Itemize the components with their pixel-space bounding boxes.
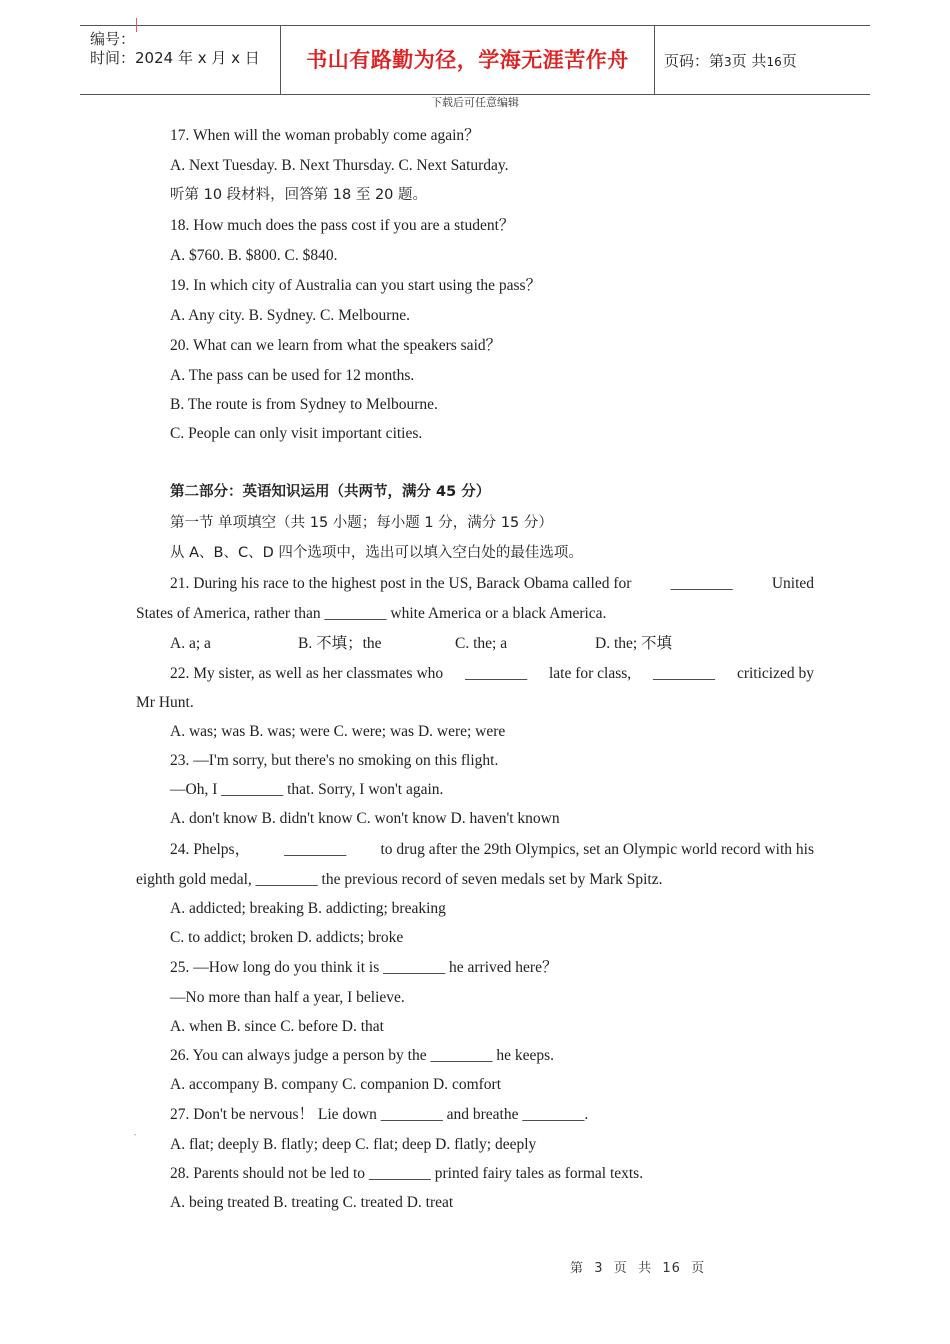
- question-26: 26. You can always judge a person by the ________ he keeps.: [170, 1047, 554, 1064]
- question-21-option-d: D. the; 不填: [595, 635, 673, 652]
- question-23-options: A. don't know B. didn't know C. won't know D. haven't known: [170, 810, 560, 827]
- number-label: 编号：: [90, 30, 136, 48]
- page-header: [80, 25, 870, 95]
- question-26-options: A. accompany B. company C. companion D. comfort: [170, 1076, 502, 1093]
- question-24-line-2: eighth gold medal, ________ the previous record of seven medals set by Mark Spitz.: [136, 871, 663, 888]
- question-18: 18. How much does the pass cost if you are a student？: [170, 217, 515, 234]
- question-28: 28. Parents should not be led to ________ printed fairy tales as formal texts.: [170, 1165, 644, 1182]
- question-22-line-2: Mr Hunt.: [136, 694, 194, 711]
- question-21-text-end: United: [771, 575, 814, 592]
- question-19: 19. In which city of Australia can you start using the pass？: [170, 277, 542, 294]
- question-25: 25. —How long do you think it is ________ he arrived here？: [170, 959, 558, 976]
- header-meta: [80, 26, 280, 94]
- header-motto: 书山有路勤为径，学海无涯苦作舟: [306, 48, 629, 72]
- header-divider: [654, 26, 655, 94]
- question-20-option-c: C. People can only visit important cities.: [170, 425, 423, 442]
- question-25-response: —No more than half a year, I believe.: [170, 989, 405, 1006]
- margin-mark: •: [134, 1133, 137, 1139]
- answer-blank: ________: [284, 841, 347, 858]
- cursor-mark: [136, 18, 137, 32]
- question-24-options-2: C. to addict; broken D. addicts; broke: [170, 929, 404, 946]
- page-prefix: 页码：第: [664, 52, 725, 70]
- header-page-info: [664, 50, 797, 71]
- question-24-line-1: [170, 841, 814, 859]
- page-total: 16: [766, 55, 782, 69]
- section-1-heading: 第一节 单项填空（共 15 小题；每小题 1 分，满分 15 分）: [170, 515, 553, 531]
- answer-blank: ________: [653, 665, 716, 682]
- question-20-option-b: B. The route is from Sydney to Melbourne.: [170, 396, 438, 413]
- question-21-line-2: States of America, rather than ________ white America or a black America.: [136, 605, 607, 622]
- page-suffix: 页: [781, 52, 797, 70]
- question-21-line-1: [170, 575, 814, 593]
- question-22-text-mid: late for class,: [548, 665, 632, 682]
- part-2-heading: 第二部分：英语知识运用（共两节，满分 45 分）: [170, 484, 491, 500]
- question-22-options: A. was; was B. was; were C. were; was D. were; were: [170, 723, 506, 740]
- section-10-instruction: 听第 10 段材料，回答第 18 至 20 题。: [170, 187, 428, 203]
- section-instruction: 从 A、B、C、D 四个选项中，选出可以填入空白处的最佳选项。: [170, 545, 583, 561]
- question-27: 27. Don't be nervous！ Lie down ________ and breathe ________.: [170, 1106, 589, 1123]
- answer-blank: ________: [465, 665, 528, 682]
- page-current: 3: [724, 55, 732, 69]
- question-24-text: 24. Phelps，: [170, 841, 251, 858]
- page-footer: 第 3 页 共 16 页: [570, 1261, 706, 1276]
- question-20: 20. What can we learn from what the speakers said？: [170, 337, 502, 354]
- question-23-response: —Oh, I ________ that. Sorry, I won't again.: [170, 781, 444, 798]
- question-28-options: A. being treated B. treating C. treated D. treat: [170, 1194, 454, 1211]
- question-21-option-b: B. 不填；the: [298, 635, 382, 652]
- question-18-options: A. $760. B. $800. C. $840.: [170, 247, 338, 264]
- question-23: 23. —I'm sorry, but there's no smoking on this flight.: [170, 752, 499, 769]
- question-17: 17. When will the woman probably come again？: [170, 127, 480, 144]
- question-24-text-end: to drug after the 29th Olympics, set an Olympic world record with his: [380, 841, 814, 858]
- time-label: 时间：2024 年 x 月 x 日: [90, 49, 260, 67]
- question-25-options: A. when B. since C. before D. that: [170, 1018, 384, 1035]
- question-22-text: 22. My sister, as well as her classmates who: [170, 665, 444, 682]
- question-22-text-end: criticized by: [736, 665, 814, 682]
- question-21-option-a: A. a; a: [170, 635, 211, 652]
- page-middle: 页 共: [731, 52, 767, 70]
- answer-blank: ________: [670, 575, 733, 592]
- question-19-options: A. Any city. B. Sydney. C. Melbourne.: [170, 307, 410, 324]
- question-24-options-1: A. addicted; breaking B. addicting; breaking: [170, 900, 446, 917]
- question-21-text: 21. During his race to the highest post in the US, Barack Obama called for: [170, 575, 632, 592]
- question-27-options: A. flat; deeply B. flatly; deep C. flat; deep D. flatly; deeply: [170, 1136, 537, 1153]
- question-22-line-1: [170, 665, 814, 683]
- download-note: 下载后可任意编辑: [431, 96, 519, 109]
- question-17-options: A. Next Tuesday. B. Next Thursday. C. Next Saturday.: [170, 157, 509, 174]
- question-21-option-c: C. the; a: [455, 635, 508, 652]
- question-20-option-a: A. The pass can be used for 12 months.: [170, 367, 415, 384]
